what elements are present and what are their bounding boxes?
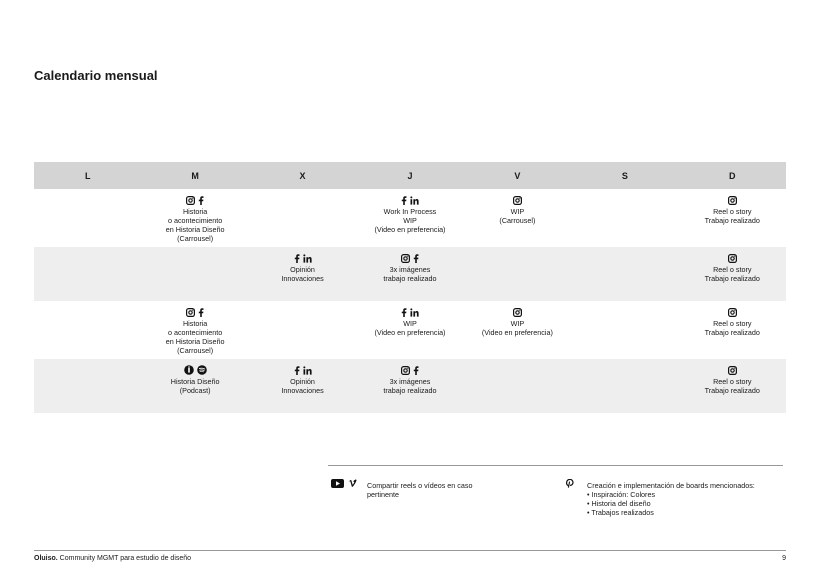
linkedin-icon	[410, 196, 419, 205]
post-description-line: Trabajo realizado	[704, 274, 760, 283]
post-description-line: Historia	[182, 319, 208, 328]
post-description-line: trabajo realizado	[383, 274, 437, 283]
calendar-cell	[679, 301, 786, 359]
youtube-icon	[331, 479, 344, 488]
calendar-cell	[679, 189, 786, 247]
calendar-week-row	[34, 301, 786, 359]
post-description-line: WIP	[403, 319, 417, 328]
channel-icons	[681, 307, 784, 317]
vimeo-icon	[348, 479, 357, 488]
page-title: Calendario mensual	[34, 68, 158, 83]
calendar-cell	[34, 189, 141, 247]
post-description-line: WIP	[510, 319, 525, 328]
footer-divider	[34, 550, 786, 551]
legend-divider	[328, 465, 783, 466]
calendar-cell	[249, 247, 356, 301]
post-description-line: WIP	[510, 207, 525, 216]
channel-icons	[681, 365, 784, 375]
day-header: D	[679, 162, 786, 189]
monthly-calendar	[34, 162, 786, 413]
post-description-line: trabajo realizado	[383, 386, 437, 395]
page-number: 9	[782, 555, 786, 562]
channel-icons	[143, 365, 246, 375]
post-description-line: (Carrousel)	[177, 346, 214, 355]
post-description-line: Trabajo realizado	[704, 328, 760, 337]
day-header: M	[141, 162, 248, 189]
post-description-line: (Video en preferencia)	[481, 328, 553, 337]
weekday-header-row	[34, 162, 786, 189]
post-description-line: Opinión	[290, 377, 315, 386]
post-description-line: Trabajo realizado	[704, 386, 760, 395]
facebook-icon	[401, 196, 407, 205]
legend-pinterest-title: Creación e implementación de boards mencionados:	[587, 481, 755, 490]
day-header: V	[464, 162, 571, 189]
calendar-cell	[571, 301, 678, 359]
instagram-icon	[728, 254, 737, 263]
footer-text: Community MGMT para estudio de diseño	[57, 555, 192, 562]
post-description-line: en Historia Diseño	[165, 225, 225, 234]
post-description-line: (Carrousel)	[499, 216, 536, 225]
channel-icons	[251, 365, 354, 375]
post-description-line: o acontecimiento	[167, 328, 223, 337]
day-header: X	[249, 162, 356, 189]
calendar-cell	[679, 247, 786, 301]
instagram-icon	[401, 254, 410, 263]
channel-icons	[251, 253, 354, 263]
legend-pinterest-item: • Inspiración: Colores	[587, 490, 656, 499]
calendar-cell	[356, 359, 463, 413]
pinterest-icon	[566, 479, 574, 488]
instagram-icon	[513, 308, 522, 317]
calendar-cell	[356, 301, 463, 359]
channel-icons	[466, 307, 569, 317]
linkedin-icon	[410, 308, 419, 317]
channel-icons	[681, 195, 784, 205]
calendar-cell	[34, 247, 141, 301]
channel-icons	[143, 195, 246, 205]
facebook-icon	[294, 366, 300, 375]
post-description-line: Historia	[182, 207, 208, 216]
legend-pinterest-text	[587, 481, 787, 517]
post-description-line: Reel o story	[713, 207, 752, 216]
calendar-cell	[571, 247, 678, 301]
post-description-line: WIP	[403, 216, 417, 225]
spotify-icon	[197, 365, 207, 375]
ivoox-icon	[184, 365, 194, 375]
post-description-line: (Carrousel)	[177, 234, 214, 243]
post-description-line: Innovaciones	[281, 274, 324, 283]
calendar-cell	[141, 301, 248, 359]
calendar-cell	[141, 359, 248, 413]
facebook-icon	[198, 196, 204, 205]
post-description-line: Trabajo realizado	[704, 216, 760, 225]
footer	[34, 555, 191, 562]
calendar-cell	[141, 247, 248, 301]
day-header: J	[356, 162, 463, 189]
channel-icons	[358, 195, 461, 205]
channel-icons	[358, 253, 461, 263]
instagram-icon	[728, 196, 737, 205]
legend-pinterest-item: • Historia del diseño	[587, 499, 651, 508]
day-header: L	[34, 162, 141, 189]
channel-icons	[358, 307, 461, 317]
post-description-line: o acontecimiento	[167, 216, 223, 225]
post-description-line: Reel o story	[713, 265, 752, 274]
calendar-cell	[571, 189, 678, 247]
facebook-icon	[294, 254, 300, 263]
day-header: S	[571, 162, 678, 189]
post-description-line: 3x imágenes	[389, 265, 431, 274]
facebook-icon	[401, 308, 407, 317]
footer-brand: Oluiso.	[34, 555, 58, 562]
calendar-week-row	[34, 189, 786, 247]
facebook-icon	[198, 308, 204, 317]
post-description-line: Reel o story	[713, 319, 752, 328]
calendar-cell	[464, 359, 571, 413]
instagram-icon	[186, 308, 195, 317]
post-description-line: Opinión	[290, 265, 315, 274]
legend-pinterest-icon-wrap	[566, 479, 574, 490]
channel-icons	[143, 307, 246, 317]
facebook-icon	[413, 254, 419, 263]
facebook-icon	[413, 366, 419, 375]
channel-icons	[681, 253, 784, 263]
post-description-line: Reel o story	[713, 377, 752, 386]
calendar-cell	[571, 359, 678, 413]
calendar-cell	[464, 247, 571, 301]
calendar-cell	[356, 189, 463, 247]
calendar-cell	[249, 189, 356, 247]
instagram-icon	[513, 196, 522, 205]
legend-video-text: Compartir reels o vídeos en caso pertinente	[367, 481, 473, 499]
calendar-week-row	[34, 247, 786, 301]
legend-pinterest-item: • Trabajos realizados	[587, 508, 654, 517]
post-description-line: Work In Process	[383, 207, 437, 216]
legend-video-icons	[331, 479, 357, 488]
calendar-cell	[464, 301, 571, 359]
post-description-line: 3x imágenes	[389, 377, 431, 386]
post-description-line: Historia Diseño	[170, 377, 220, 386]
post-description-line: (Video en preferencia)	[374, 225, 446, 234]
calendar-week-row	[34, 359, 786, 413]
post-description-line: en Historia Diseño	[165, 337, 225, 346]
post-description-line: Innovaciones	[281, 386, 324, 395]
calendar-cell	[464, 189, 571, 247]
calendar-cell	[141, 189, 248, 247]
linkedin-icon	[303, 254, 312, 263]
calendar-cell	[356, 247, 463, 301]
post-description-line: (Video en preferencia)	[374, 328, 446, 337]
post-description-line: (Podcast)	[179, 386, 211, 395]
instagram-icon	[728, 366, 737, 375]
calendar-cell	[34, 359, 141, 413]
instagram-icon	[728, 308, 737, 317]
calendar-cell	[249, 359, 356, 413]
calendar-cell	[679, 359, 786, 413]
instagram-icon	[401, 366, 410, 375]
linkedin-icon	[303, 366, 312, 375]
instagram-icon	[186, 196, 195, 205]
calendar-cell	[34, 301, 141, 359]
channel-icons	[358, 365, 461, 375]
channel-icons	[466, 195, 569, 205]
calendar-cell	[249, 301, 356, 359]
